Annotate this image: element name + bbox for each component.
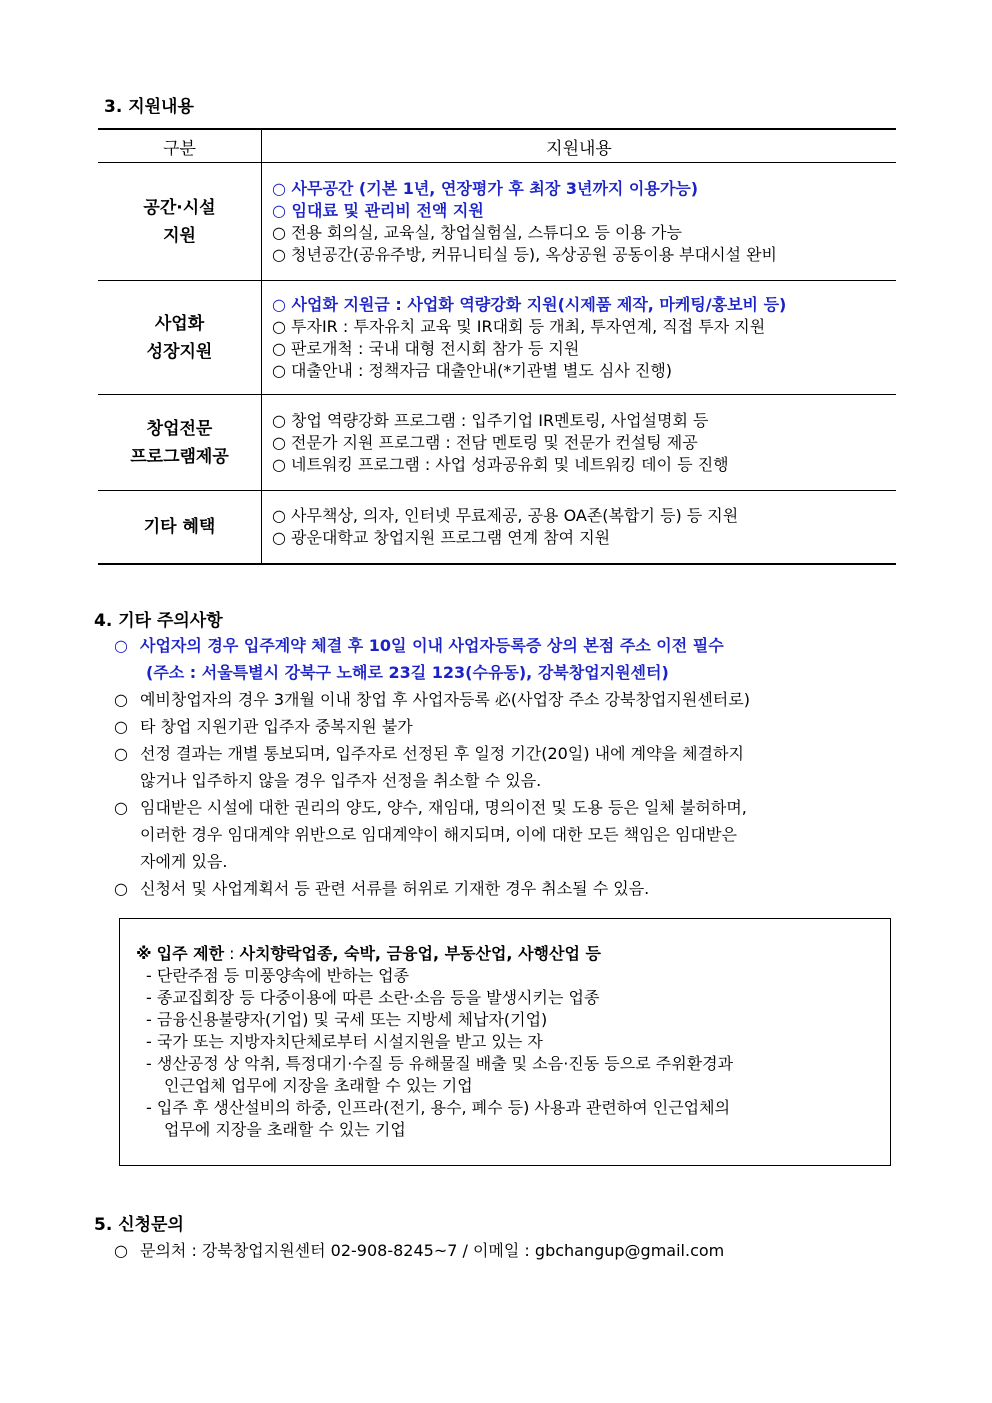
item-line: 않거나 입주하지 않을 경우 입주자 선정을 취소할 수 있음.	[140, 771, 542, 790]
item-line: 임대받은 시설에 대한 권리의 양도, 양수, 재임대, 명의이전 및 도용 등은 일체 불허하며,	[140, 798, 747, 817]
list-item	[94, 632, 898, 686]
support-table	[98, 128, 896, 565]
category-line: 프로그램제공	[130, 446, 229, 467]
restriction-separator: :	[229, 944, 235, 963]
item-line: ○ 사업화 지원금 : 사업화 역량강화 지원(시제품 제작, 마케팅/홍보비 등)	[272, 294, 787, 314]
restriction-summary: 사치향락업종, 숙박, 금융업, 부동산업, 사행산업 등	[239, 944, 601, 963]
section3-heading: 3. 지원내용	[104, 97, 194, 117]
reference-mark: ※	[136, 944, 152, 963]
item-line: 선정 결과는 개별 통보되며, 입주자로 선정된 후 일정 기간(20일) 내에 계약을 체결하지	[140, 744, 744, 763]
item-line: ○ 사무책상, 의자, 인터넷 무료제공, 공용 OA존(복합기 등) 등 지원	[272, 505, 739, 525]
bullet-marker: ○	[114, 879, 128, 898]
bullet-marker: ○	[114, 636, 128, 655]
item-line: ○ 임대료 및 관리비 전액 지원	[272, 200, 484, 220]
list-item	[94, 740, 898, 794]
list-item: - 국가 또는 지방자치단체로부터 시설지원을 받고 있는 자	[146, 1032, 543, 1051]
table-row	[98, 281, 896, 395]
table-row	[98, 163, 896, 281]
row-category	[98, 395, 262, 491]
bullet-marker: ○	[114, 690, 128, 709]
row-category	[98, 281, 262, 395]
header-category: 구분	[98, 129, 262, 163]
list-item: - 입주 후 생산설비의 하중, 인프라(전기, 용수, 폐수 등) 사용과 관련하여 인근업체의	[146, 1098, 731, 1117]
category-line: 지원	[163, 225, 196, 246]
list-item	[94, 1237, 898, 1264]
list-item	[94, 686, 898, 713]
category-line: 기타 혜택	[143, 516, 216, 537]
item-line: ○ 사무공간 (기본 1년, 연장평가 후 최장 3년까지 이용가능)	[272, 178, 699, 198]
row-items	[262, 163, 897, 281]
restriction-title	[136, 943, 601, 965]
category-line: 사업화	[154, 313, 205, 334]
item-line: ○ 대출안내 : 정책자금 대출안내(*기관별 별도 심사 진행)	[272, 360, 673, 380]
item-line: 예비창업자의 경우 3개월 이내 창업 후 사업자등록 必(사업장 주소 강북창업지원센터로)	[140, 690, 750, 709]
bullet-marker: ○	[114, 1241, 128, 1260]
item-line: ○ 판로개척 : 국내 대형 전시회 참가 등 지원	[272, 338, 580, 358]
list-item-continuation: 인근업체 업무에 지장을 초래할 수 있는 기업	[164, 1076, 473, 1095]
item-line: ○ 창업 역량강화 프로그램 : 입주기업 IR멘토링, 사업설명회 등	[272, 410, 709, 430]
support-table-header	[98, 129, 896, 163]
item-line: 사업자의 경우 입주계약 체결 후 10일 이내 사업자등록증 상의 본점 주소 이전 필수	[140, 636, 724, 655]
row-items	[262, 395, 897, 491]
bullet-marker: ○	[114, 744, 128, 763]
item-line: ○ 전문가 지원 프로그램 : 전담 멘토링 및 전문가 컨설팅 제공	[272, 432, 698, 452]
item-line: (주소 : 서울특별시 강북구 노해로 23길 123(수유동), 강북창업지원센터)	[146, 663, 669, 682]
item-line: 이러한 경우 임대계약 위반으로 임대계약이 해지되며, 이에 대한 모든 책임은 임대받은	[140, 825, 737, 844]
item-line: 신청서 및 사업계획서 등 관련 서류를 허위로 기재한 경우 취소될 수 있음.	[140, 879, 650, 898]
list-item: - 단란주점 등 미풍양속에 반하는 업종	[146, 966, 410, 985]
table-row	[98, 491, 896, 564]
list-item: - 생산공정 상 악취, 특정대기·수질 등 유해물질 배출 및 소음·진동 등으로 주위환경과	[146, 1054, 734, 1073]
bullet-marker: ○	[114, 717, 128, 736]
list-item: - 종교집회장 등 다중이용에 따른 소란·소음 등을 발생시키는 업종	[146, 988, 600, 1007]
category-line: 공간·시설	[143, 197, 216, 218]
notice-list	[94, 632, 898, 902]
item-line: ○ 전용 회의실, 교육실, 창업실험실, 스튜디오 등 이용 가능	[272, 222, 682, 242]
item-line: 타 창업 지원기관 입주자 중복지원 불가	[140, 717, 413, 736]
section4-heading: 4. 기타 주의사항	[94, 611, 223, 631]
list-item: - 금융신용불량자(기업) 및 국세 또는 지방세 체납자(기업)	[146, 1010, 548, 1029]
category-line: 성장지원	[146, 341, 213, 362]
item-line: ○ 청년공간(공유주방, 커뮤니티실 등), 옥상공원 공동이용 부대시설 완비	[272, 244, 777, 264]
row-items	[262, 491, 897, 564]
item-line: ○ 네트워킹 프로그램 : 사업 성과공유회 및 네트워킹 데이 등 진행	[272, 454, 729, 474]
list-item	[94, 794, 898, 875]
bullet-marker: ○	[114, 798, 128, 817]
restriction-label: 입주 제한	[156, 944, 225, 963]
restriction-list	[146, 965, 733, 1141]
restriction-box	[119, 918, 891, 1166]
item-line: 자에게 있음.	[140, 852, 228, 871]
section5-heading: 5. 신청문의	[94, 1215, 184, 1235]
row-category	[98, 491, 262, 564]
item-line: ○ 광운대학교 창업지원 프로그램 연계 참여 지원	[272, 527, 611, 547]
item-line: ○ 투자IR : 투자유치 교육 및 IR대회 등 개최, 투자연계, 직접 투자 지원	[272, 316, 766, 336]
contact-list	[94, 1237, 898, 1264]
table-row	[98, 395, 896, 491]
row-items	[262, 281, 897, 395]
contact-info: 문의처 : 강북창업지원센터 02-908-8245~7 / 이메일 : gbchangup@gmail.com	[140, 1241, 725, 1260]
row-category	[98, 163, 262, 281]
header-content: 지원내용	[262, 129, 897, 163]
list-item-continuation: 업무에 지장을 초래할 수 있는 기업	[164, 1120, 406, 1139]
category-line: 창업전문	[146, 418, 213, 439]
list-item	[94, 713, 898, 740]
list-item	[94, 875, 898, 902]
